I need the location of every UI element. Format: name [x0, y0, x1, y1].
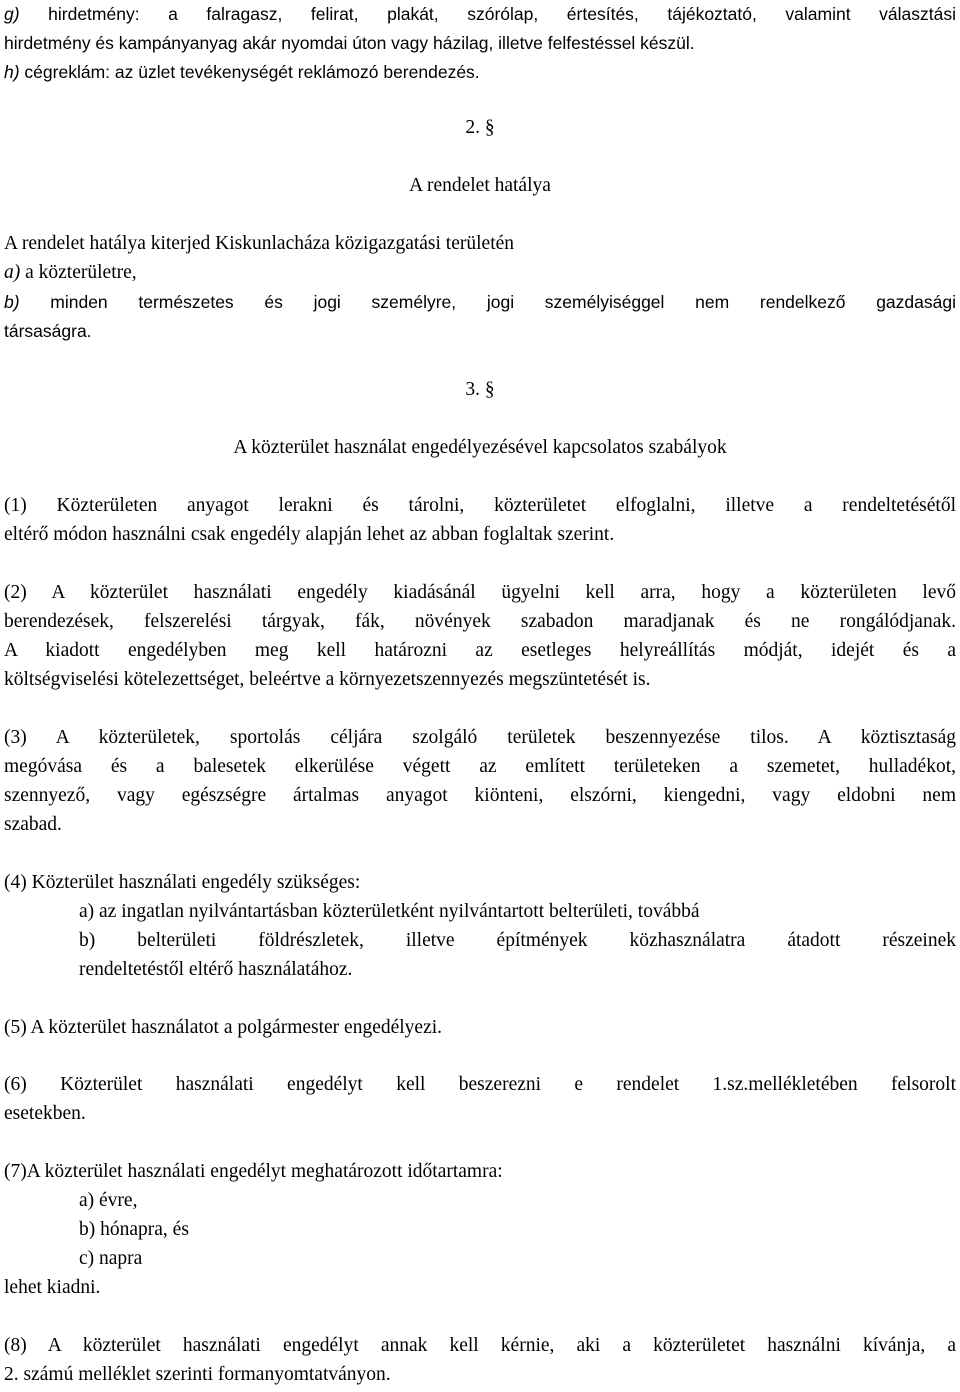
paragraph-3-line: szennyező, vagy egészségre ártalmas anyagot kiönteni, elszórni, kiengedni, vagy eldobni nem — [4, 785, 956, 806]
section-title: A rendelet hatálya — [409, 175, 551, 196]
paragraph-2-line: (2) A közterület használati engedély kiadásánál ügyelni kell arra, hogy a közterületen levő — [4, 582, 956, 603]
paragraph-4-item-b-line-2: rendeltetéstől eltérő használatához. — [79, 959, 353, 980]
item-letter: g) — [4, 4, 20, 24]
scope-item-a — [4, 261, 137, 285]
paragraph-6-line: esetekben. — [4, 1103, 86, 1124]
scope-item-b-line-1 — [4, 290, 956, 314]
paragraph-1-line: eltérő módon használni csak engedély alapján lehet az abban foglaltak szerint. — [4, 524, 615, 545]
paragraph-7-item-b: b) hónapra, és — [79, 1219, 189, 1240]
paragraph-4-intro: (4) Közterület használati engedély szükséges: — [4, 872, 361, 893]
section-number: 3. § — [465, 379, 495, 400]
paragraph-4-item-a: a) az ingatlan nyilvántartásban közterületként nyilvántartott belterületi, továbbá — [79, 901, 700, 922]
scope-intro: A rendelet hatálya kiterjed Kiskunlacháza közigazgatási területén — [4, 233, 515, 254]
item-text: a közterületre, — [20, 262, 137, 283]
section-title: A közterület használat engedélyezésével kapcsolatos szabályok — [233, 437, 727, 458]
paragraph-3-line: megóvása és a balesetek elkerülése végett az említett területeken a szemetet, hulladékot, — [4, 756, 956, 777]
section-number: 2. § — [465, 117, 495, 138]
paragraph-4-item-b-line-1: b) belterületi földrészletek, illetve építmények közhasználatra átadott részeinek — [79, 930, 956, 951]
scope-item-b-line-2: társaságra. — [4, 321, 92, 341]
paragraph-8-line: (8) A közterület használati engedélyt annak kell kérnie, aki a közterületet használni kívánja, a — [4, 1335, 956, 1356]
paragraph-2-line: A kiadott engedélyben meg kell határozni az esetleges helyreállítás módját, idejét és a — [4, 640, 956, 661]
paragraph-5: (5) A közterület használatot a polgármester engedélyezi. — [4, 1017, 443, 1038]
paragraph-7-item-a: a) évre, — [79, 1190, 138, 1211]
paragraph-2-line: berendezések, felszerelési tárgyak, fák, növények szabadon maradjanak és ne rongálódjanak. — [4, 611, 956, 632]
item-text: minden természetes és jogi személyre, jogi személyiséggel nem rendelkező gazdasági — [19, 292, 956, 312]
item-letter: b) — [4, 292, 20, 312]
paragraph-2-line: költségviselési kötelezettséget, beleértve a környezetszennyezés megszüntetését is. — [4, 669, 651, 690]
paragraph-6-line: (6) Közterület használati engedélyt kell beszerezni e rendelet 1.sz.mellékletében felsorolt — [4, 1074, 956, 1095]
paragraph-7-intro: (7)A közterület használati engedélyt meghatározott időtartamra: — [4, 1161, 503, 1182]
definition-h-line — [4, 60, 480, 84]
definition-text: hirdetmény: a falragasz, felirat, plakát, szórólap, értesítés, tájékoztató, valamint választási — [19, 4, 956, 24]
paragraph-8-line: 2. számú melléklet szerinti formanyomtatványon. — [4, 1364, 391, 1385]
paragraph-7-item-c: c) napra — [79, 1248, 143, 1269]
definition-g-line-1 — [4, 2, 956, 26]
definition-g-line-2: hirdetmény és kampányanyag akár nyomdai úton vagy házilag, illetve felfestéssel készül. — [4, 33, 695, 53]
paragraph-3-line: szabad. — [4, 814, 62, 835]
item-letter: a) — [4, 262, 21, 283]
paragraph-3-line: (3) A közterületek, sportolás céljára szolgáló területek beszennyezése tilos. A köztisztaság — [4, 727, 956, 748]
paragraph-1-line: (1) Közterületen anyagot lerakni és tárolni, közterületet elfoglalni, illetve a rendeltetésétől — [4, 495, 956, 516]
definition-text: cégreklám: az üzlet tevékenységét reklámozó berendezés. — [19, 62, 480, 82]
paragraph-7-end: lehet kiadni. — [4, 1277, 101, 1298]
item-letter: h) — [4, 62, 20, 82]
